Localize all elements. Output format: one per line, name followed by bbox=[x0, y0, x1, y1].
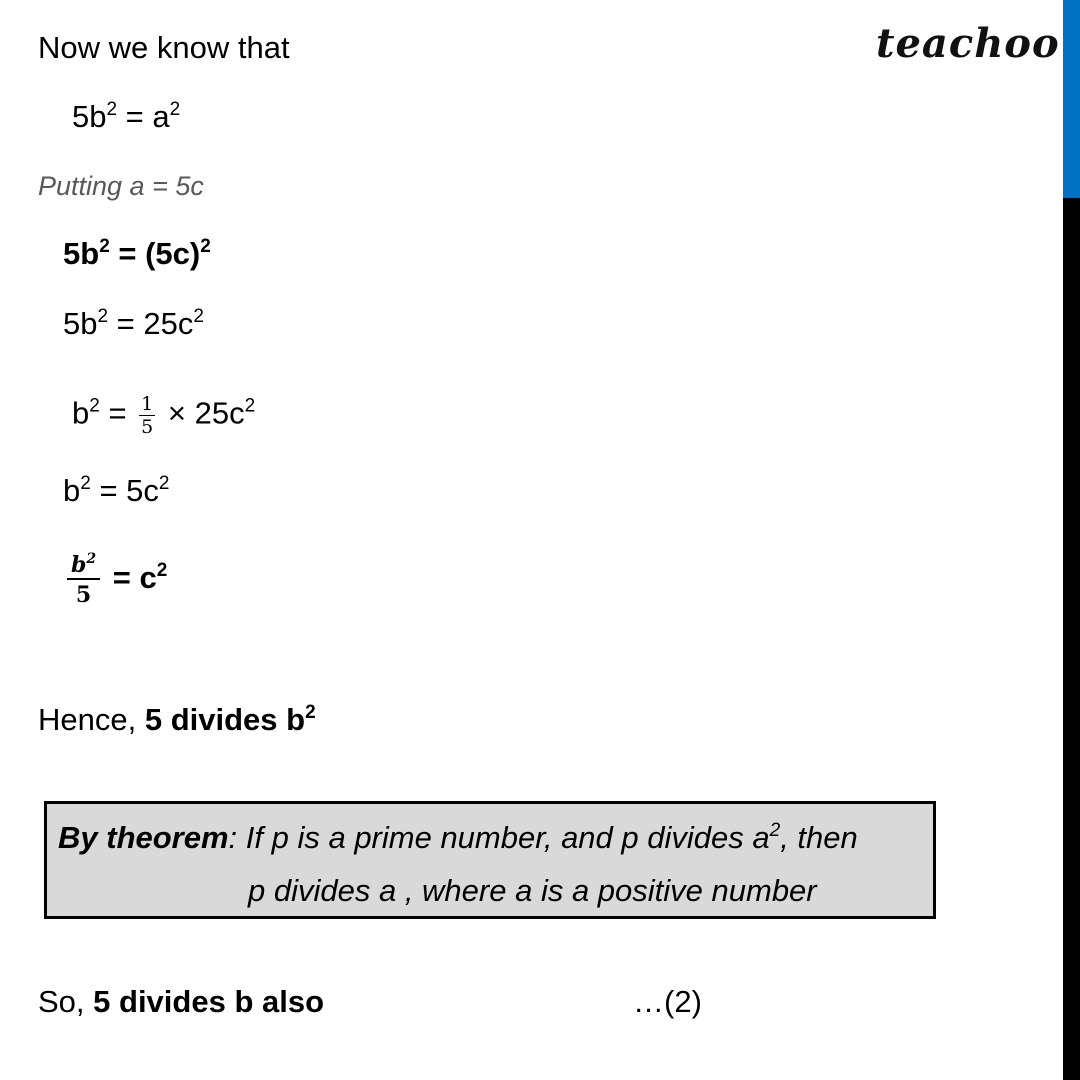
sidebar-accent bbox=[1063, 0, 1080, 198]
sidebar-bar bbox=[1063, 0, 1080, 1080]
fraction-b-squared-over-5: $\frac{b^2}{5}$ bbox=[67, 552, 100, 608]
intro-line: Now we know that bbox=[38, 30, 290, 65]
conclusion-line: So, 5 divides b also bbox=[38, 984, 325, 1019]
equation-4: $b^2$ = $\frac{1}{5}$ × $25c^2$ bbox=[72, 393, 256, 438]
substitution-note: Putting a = 5c bbox=[38, 171, 204, 201]
equation-1: $5b^2 = a^2$ bbox=[72, 99, 181, 134]
theorem-line-2: p divides a , where a is a positive number bbox=[248, 873, 817, 908]
hence-line: Hence, 5 divides $b^2$ bbox=[38, 702, 316, 737]
equation-5: $b^2 = 5c^2$ bbox=[63, 473, 170, 508]
equation-3: $5b^2 = 25c^2$ bbox=[63, 306, 204, 341]
fraction-one-fifth: $\frac{1}{5}$ bbox=[141, 393, 154, 438]
equation-reference: …(2) bbox=[633, 984, 702, 1019]
equation-2: $5b^2 = (5c)^2$ bbox=[63, 236, 211, 271]
theorem-line-1: By theorem: If p is a prime number, and p divides $a^2$, then bbox=[58, 820, 858, 855]
theorem-box bbox=[44, 801, 936, 919]
equation-6: $\frac{b^2}{5}$ = $c^2$ bbox=[63, 552, 167, 608]
teachoo-logo: teachoo bbox=[876, 20, 1060, 67]
